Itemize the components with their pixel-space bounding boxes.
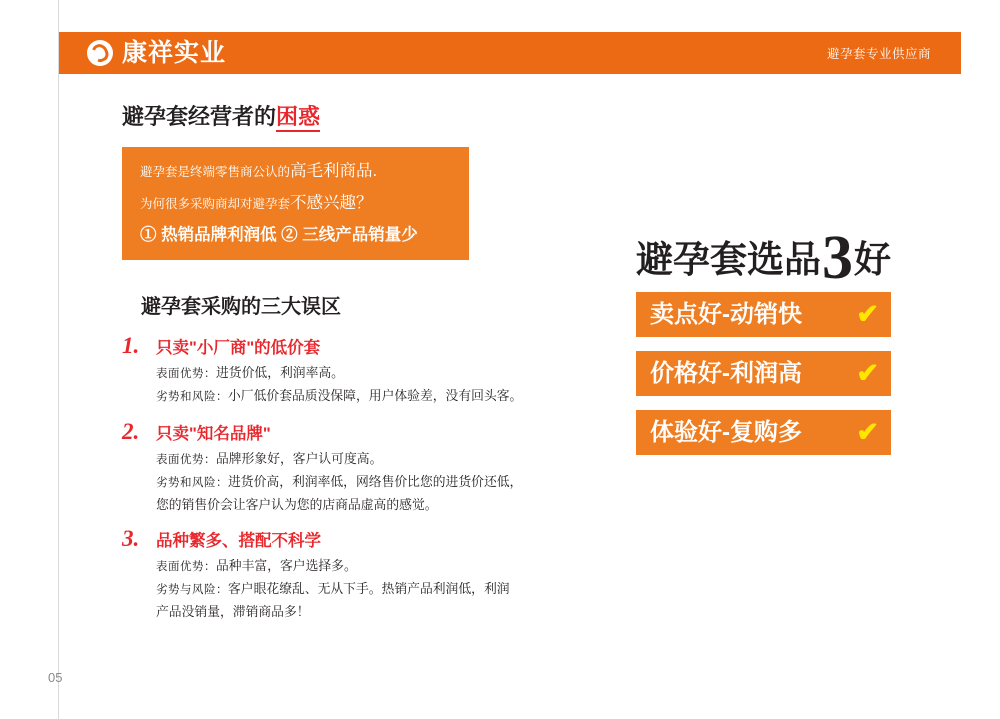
callout-box: [122, 147, 469, 260]
left-content-column: [122, 104, 592, 634]
header-tagline: 避孕套专业供应商: [826, 47, 931, 61]
section-title-confusion: [122, 104, 592, 130]
mistake-row-label: 劣势和风险：: [156, 391, 228, 404]
brand-logo: [87, 40, 226, 66]
benefit-label: 价格好-利润高: [650, 359, 802, 387]
check-icon: ✔: [856, 417, 879, 447]
mistake-row: [156, 556, 592, 577]
page-number: 05: [48, 670, 63, 685]
callout-line-1-small: 避孕套是终端零售商公认的: [140, 165, 291, 180]
mistake-number: 2.: [122, 418, 140, 444]
mistake-title: 品种繁多、搭配不科学: [156, 532, 321, 551]
mistake-row-text: 小厂低价套品质没保障，用户体验差，没有回头客。: [228, 388, 523, 404]
mistake-row-text: 进货价低，利润率高。: [216, 365, 344, 381]
mistake-body: [156, 556, 592, 621]
mistake-heading: [122, 526, 592, 552]
check-icon: ✔: [856, 358, 879, 388]
mistake-list: [122, 333, 592, 622]
mistake-row-text: 进货价高，利润率低，网络售价比您的进货价还低，: [228, 473, 523, 489]
wave-circle-logo-icon: [87, 40, 113, 66]
mistake-row-text: 产品没销量，滞销商品多！: [156, 604, 310, 619]
callout-line-3: ① 热销品牌利润低 ② 三线产品销量少: [140, 225, 418, 244]
mistake-row-label: 表面优势：: [156, 453, 216, 466]
mistake-row-text: 品牌形象好，客户认可度高。: [216, 450, 383, 466]
section-title-mistakes-plain: 避孕套采购的: [141, 296, 261, 319]
selection-title-part2: 好: [854, 239, 891, 280]
selection-title-part1: 避孕套选品: [636, 239, 821, 280]
mistake-row-text: 品种丰富，客户选择多。: [216, 558, 357, 574]
mistake-title: 只卖"知名品牌": [156, 424, 271, 443]
benefit-bar: [636, 410, 891, 455]
mistake-row-text: 客户眼花缭乱、无从下手。热销产品利润低，利润: [228, 581, 510, 597]
brand-name: 康祥实业: [122, 38, 227, 67]
mistake-heading: [122, 333, 592, 359]
check-icon: ✔: [856, 299, 879, 329]
mistake-row: [156, 495, 592, 515]
mistake-row: [156, 579, 592, 600]
mistake-body: [156, 363, 592, 407]
left-vertical-rule: [58, 0, 59, 719]
benefit-bar: [636, 351, 891, 396]
mistake-body: [156, 449, 592, 514]
mistake-row-label: 劣势与风险：: [156, 584, 228, 597]
section-title-confusion-plain: 避孕套经营者的: [122, 104, 277, 129]
callout-line-2-small: 为何很多采购商却对避孕套: [140, 197, 291, 212]
benefit-label: 体验好-复购多: [650, 418, 802, 446]
callout-line-1: [140, 163, 451, 181]
mistake-row: [156, 472, 592, 493]
mistake-heading: [122, 419, 592, 445]
mistake-number: 1.: [122, 333, 140, 359]
list-item: [122, 419, 592, 514]
callout-line-2-large: 不感兴趣？: [290, 194, 373, 213]
mistake-row-text: 您的销售价会让客户认为您的店商品虚高的感觉。: [156, 496, 438, 512]
section-title-mistakes-highlight: 三大误区: [261, 296, 341, 319]
mistake-row-label: 表面优势：: [156, 561, 216, 574]
callout-line-2: [140, 195, 451, 213]
right-content-column: [636, 224, 936, 455]
section-title-mistakes: [141, 290, 592, 319]
mistake-row: [156, 449, 592, 470]
benefit-label: 卖点好-动销快: [650, 300, 802, 328]
mistake-row-label: 表面优势：: [156, 368, 216, 381]
header-bar: [59, 32, 961, 74]
list-item: [122, 526, 592, 621]
mistake-row: [156, 363, 592, 384]
selection-title-number: 3: [822, 224, 853, 292]
mistake-number: 3.: [122, 526, 140, 552]
mistake-row: [156, 386, 592, 407]
section-title-confusion-highlight: 困惑: [276, 104, 320, 132]
list-item: [122, 333, 592, 407]
mistake-title: 只卖"小厂商"的低价套: [156, 339, 321, 358]
mistake-row: [156, 602, 592, 622]
callout-line-1-large: 高毛利商品.: [290, 162, 378, 181]
selection-title: [636, 224, 936, 292]
benefit-bar: [636, 292, 891, 337]
mistake-row-label: 劣势和风险：: [156, 476, 228, 489]
